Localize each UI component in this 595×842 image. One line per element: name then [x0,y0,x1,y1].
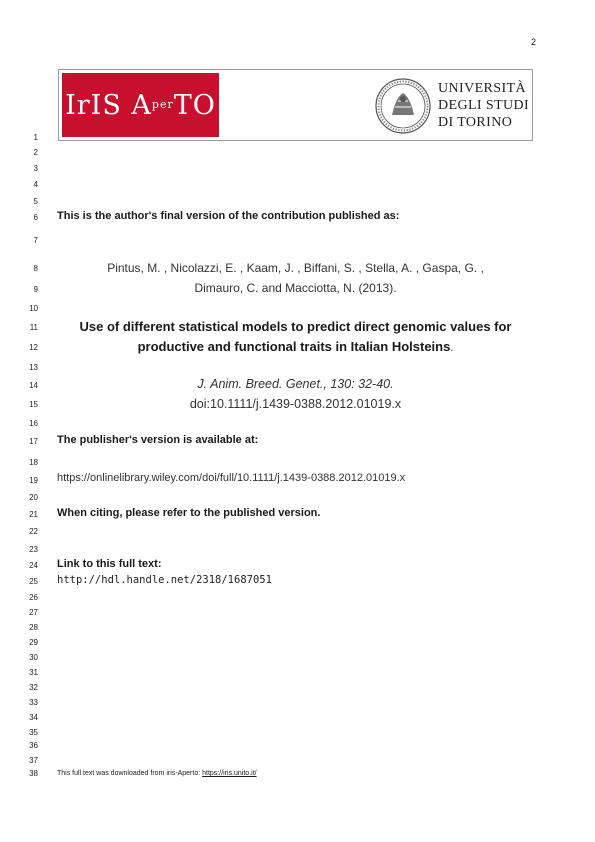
iris-aperto-logo [62,73,219,137]
university-seal-icon [374,77,432,135]
line-number: 28 [29,623,38,632]
footer-note [57,770,257,777]
logo-sup-text: per [151,98,174,111]
article-title-text: productive and functional traits in Italian Holsteins [137,339,451,354]
line-number: 23 [29,545,38,554]
line-number: 31 [29,668,38,677]
line-number: 22 [29,527,38,536]
citing-note: When citing, please refer to the published version. [57,507,321,519]
authors-line-2: Dimauro, C. and Macciotta, N. (2013). [194,281,397,295]
article-title-line-1: Use of different statistical models to predict direct genomic values for [79,319,512,334]
line-number: 27 [29,608,38,617]
logo-main-text: IrIS A [65,90,152,121]
university-name [438,80,529,131]
line-number: 17 [29,437,38,446]
line-number: 38 [29,769,38,778]
line-number: 35 [29,728,38,737]
line-number: 24 [29,561,38,570]
line-number: 15 [29,400,38,409]
authors-line-1: Pintus, M. , Nicolazzi, E. , Kaam, J. , Biffani, S. , Stella, A. , Gaspa, G. , [107,261,484,275]
intro-heading: This is the author's final version of the contribution published as: [57,210,400,222]
footer-link[interactable]: https://iris.unito.it/ [202,770,257,777]
line-number: 9 [33,285,38,294]
line-number: 36 [29,741,38,750]
journal-citation: J. Anim. Breed. Genet., 130: 32-40. [197,377,394,391]
footer-text: This full text was downloaded from iris-Aperto: [57,770,203,777]
line-number: 5 [33,197,38,206]
line-number: 7 [33,236,38,245]
line-number: 21 [29,510,38,519]
line-number: 4 [33,180,38,189]
line-number: 18 [29,458,38,467]
publisher-label: The publisher's version is available at: [57,434,259,446]
line-number: 13 [29,363,38,372]
line-number: 6 [33,213,38,222]
university-line-2: DEGLI STUDI [438,98,530,113]
line-number: 8 [33,264,38,273]
line-number: 33 [29,698,38,707]
university-line-3: DI TORINO [438,115,513,130]
line-number: 1 [33,133,38,142]
line-number: 2 [33,148,38,157]
article-title-line-2 [58,339,533,354]
line-number: 16 [29,419,38,428]
line-number: 25 [29,577,38,586]
line-number: 30 [29,653,38,662]
line-number: 20 [29,493,38,502]
line-number: 3 [33,164,38,173]
line-number: 26 [29,593,38,602]
line-number: 19 [29,476,38,485]
line-number: 12 [29,343,38,352]
link-label: Link to this full text: [57,558,162,570]
university-line-1: UNIVERSITÀ [438,81,526,96]
line-number: 37 [29,756,38,765]
logo-end-text: TO [173,90,216,121]
line-number: 14 [29,381,38,390]
publisher-url[interactable]: https://onlinelibrary.wiley.com/doi/full/10.1111/j.1439-0388.2012.01019.x [57,472,406,484]
header-banner [58,69,533,141]
line-number: 34 [29,713,38,722]
article-title-end: . [450,342,454,354]
line-number: 10 [29,304,38,313]
line-number: 11 [29,323,38,332]
handle-url[interactable]: http://hdl.handle.net/2318/1687051 [57,574,272,586]
doi-text: doi:10.1111/j.1439-0388.2012.01019.x [189,397,402,411]
line-number: 29 [29,638,38,647]
page-number: 2 [531,37,537,47]
line-number: 32 [29,683,38,692]
